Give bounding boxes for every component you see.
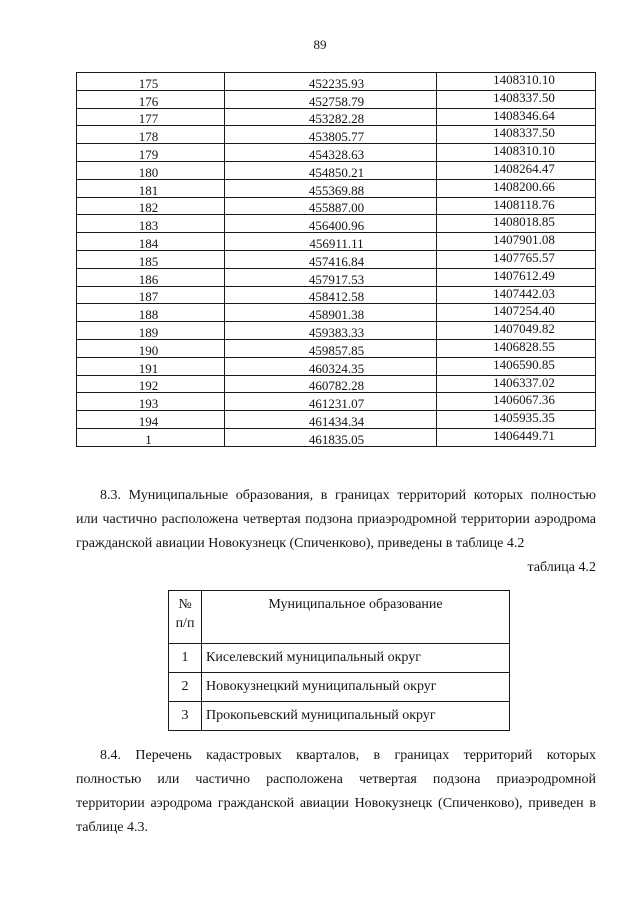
x-coordinate: 461434.34 [225,411,437,429]
y-coordinate: 1406337.02 [437,375,596,393]
y-coordinate: 1408337.50 [437,90,596,108]
x-coordinate: 452758.79 [225,90,437,108]
point-number: 175 [77,73,225,91]
paragraph-line: полностью или частично расположена четвертая подзона приаэродромной [76,772,596,787]
y-coordinate: 1408337.50 [437,126,596,144]
x-coordinate: 457416.84 [225,250,437,268]
table-4-2-caption: таблица 4.2 [527,560,596,575]
y-coordinate: 1406590.85 [437,357,596,375]
point-number: 1 [77,428,225,446]
y-coordinate: 1407765.57 [437,250,596,268]
x-coordinate: 456400.96 [225,215,437,233]
x-coordinate: 460782.28 [225,375,437,393]
name-column-header: Муниципальное образование [202,591,510,644]
section-8-4-paragraph [76,744,596,840]
coordinates-table-body [77,73,596,447]
table-row [77,322,596,340]
paragraph-line: 8.4. Перечень кадастровых кварталов, в границах территорий которых [100,748,596,763]
table-row [77,161,596,179]
y-coordinate: 1408200.66 [437,179,596,197]
x-coordinate: 453805.77 [225,126,437,144]
page-number: 89 [313,37,327,52]
table-row [77,179,596,197]
x-coordinate: 455369.88 [225,179,437,197]
table-row [77,90,596,108]
x-coordinate: 461231.07 [225,393,437,411]
point-number: 186 [77,268,225,286]
point-number: 187 [77,286,225,304]
number-header-sign: № [178,597,192,612]
y-coordinate: 1408346.64 [437,108,596,126]
municipalities-table [168,590,510,731]
coordinates-table [76,72,596,447]
point-number: 193 [77,393,225,411]
table-row [77,268,596,286]
x-coordinate: 455887.00 [225,197,437,215]
x-coordinate: 460324.35 [225,357,437,375]
table-row [77,233,596,251]
point-number: 177 [77,108,225,126]
y-coordinate: 1407901.08 [437,233,596,251]
x-coordinate: 458901.38 [225,304,437,322]
x-coordinate: 454328.63 [225,144,437,162]
y-coordinate: 1408118.76 [437,197,596,215]
x-coordinate: 459383.33 [225,322,437,340]
paragraph-line: территории аэродрома гражданской авиации Новокузнецк (Спиченково), приведен в [76,796,596,811]
table-row [169,644,510,673]
table-row [77,197,596,215]
y-coordinate: 1407049.82 [437,322,596,340]
point-number: 192 [77,375,225,393]
row-number: 1 [169,644,202,673]
y-coordinate: 1406449.71 [437,428,596,446]
x-coordinate: 461835.05 [225,428,437,446]
point-number: 178 [77,126,225,144]
table-row [77,428,596,446]
point-number: 191 [77,357,225,375]
y-coordinate: 1408310.10 [437,144,596,162]
table-row [169,673,510,702]
paragraph-line: гражданской авиации Новокузнецк (Спиченково), приведены в таблице 4.2 [76,536,525,551]
x-coordinate: 456911.11 [225,233,437,251]
number-column-header [169,591,202,644]
paragraph-line: таблице 4.3. [76,820,148,835]
table-row [77,250,596,268]
point-number: 189 [77,322,225,340]
point-number: 188 [77,304,225,322]
municipality-name: Киселевский муниципальный округ [202,644,510,673]
y-coordinate: 1406828.55 [437,339,596,357]
point-number: 179 [77,144,225,162]
x-coordinate: 459857.85 [225,339,437,357]
municipality-name: Прокопьевский муниципальный округ [202,702,510,731]
section-8-3-paragraph [76,484,596,556]
y-coordinate: 1407254.40 [437,304,596,322]
table-header-row [169,591,510,644]
y-coordinate: 1407442.03 [437,286,596,304]
y-coordinate: 1408018.85 [437,215,596,233]
point-number: 194 [77,411,225,429]
point-number: 180 [77,161,225,179]
point-number: 181 [77,179,225,197]
table-row [77,108,596,126]
table-row [77,304,596,322]
table-row [77,215,596,233]
table-row [77,339,596,357]
point-number: 176 [77,90,225,108]
y-coordinate: 1406067.36 [437,393,596,411]
y-coordinate: 1405935.35 [437,411,596,429]
point-number: 183 [77,215,225,233]
table-row [77,73,596,91]
table-row [169,702,510,731]
y-coordinate: 1408310.10 [437,73,596,91]
x-coordinate: 458412.58 [225,286,437,304]
point-number: 185 [77,250,225,268]
table-row [77,126,596,144]
point-number: 190 [77,339,225,357]
number-header-label: п/п [175,616,195,631]
y-coordinate: 1407612.49 [437,268,596,286]
row-number: 2 [169,673,202,702]
table-row [77,375,596,393]
table-row [77,357,596,375]
table-row [77,411,596,429]
paragraph-line: 8.3. Муниципальные образования, в границах территорий которых полностью [100,488,596,503]
paragraph-line: или частично расположена четвертая подзона приаэродромной территории аэродрома [76,512,596,527]
municipality-name: Новокузнецкий муниципальный округ [202,673,510,702]
x-coordinate: 457917.53 [225,268,437,286]
x-coordinate: 452235.93 [225,73,437,91]
point-number: 182 [77,197,225,215]
x-coordinate: 454850.21 [225,161,437,179]
table-row [77,144,596,162]
table-row [77,286,596,304]
y-coordinate: 1408264.47 [437,161,596,179]
point-number: 184 [77,233,225,251]
x-coordinate: 453282.28 [225,108,437,126]
table-row [77,393,596,411]
row-number: 3 [169,702,202,731]
